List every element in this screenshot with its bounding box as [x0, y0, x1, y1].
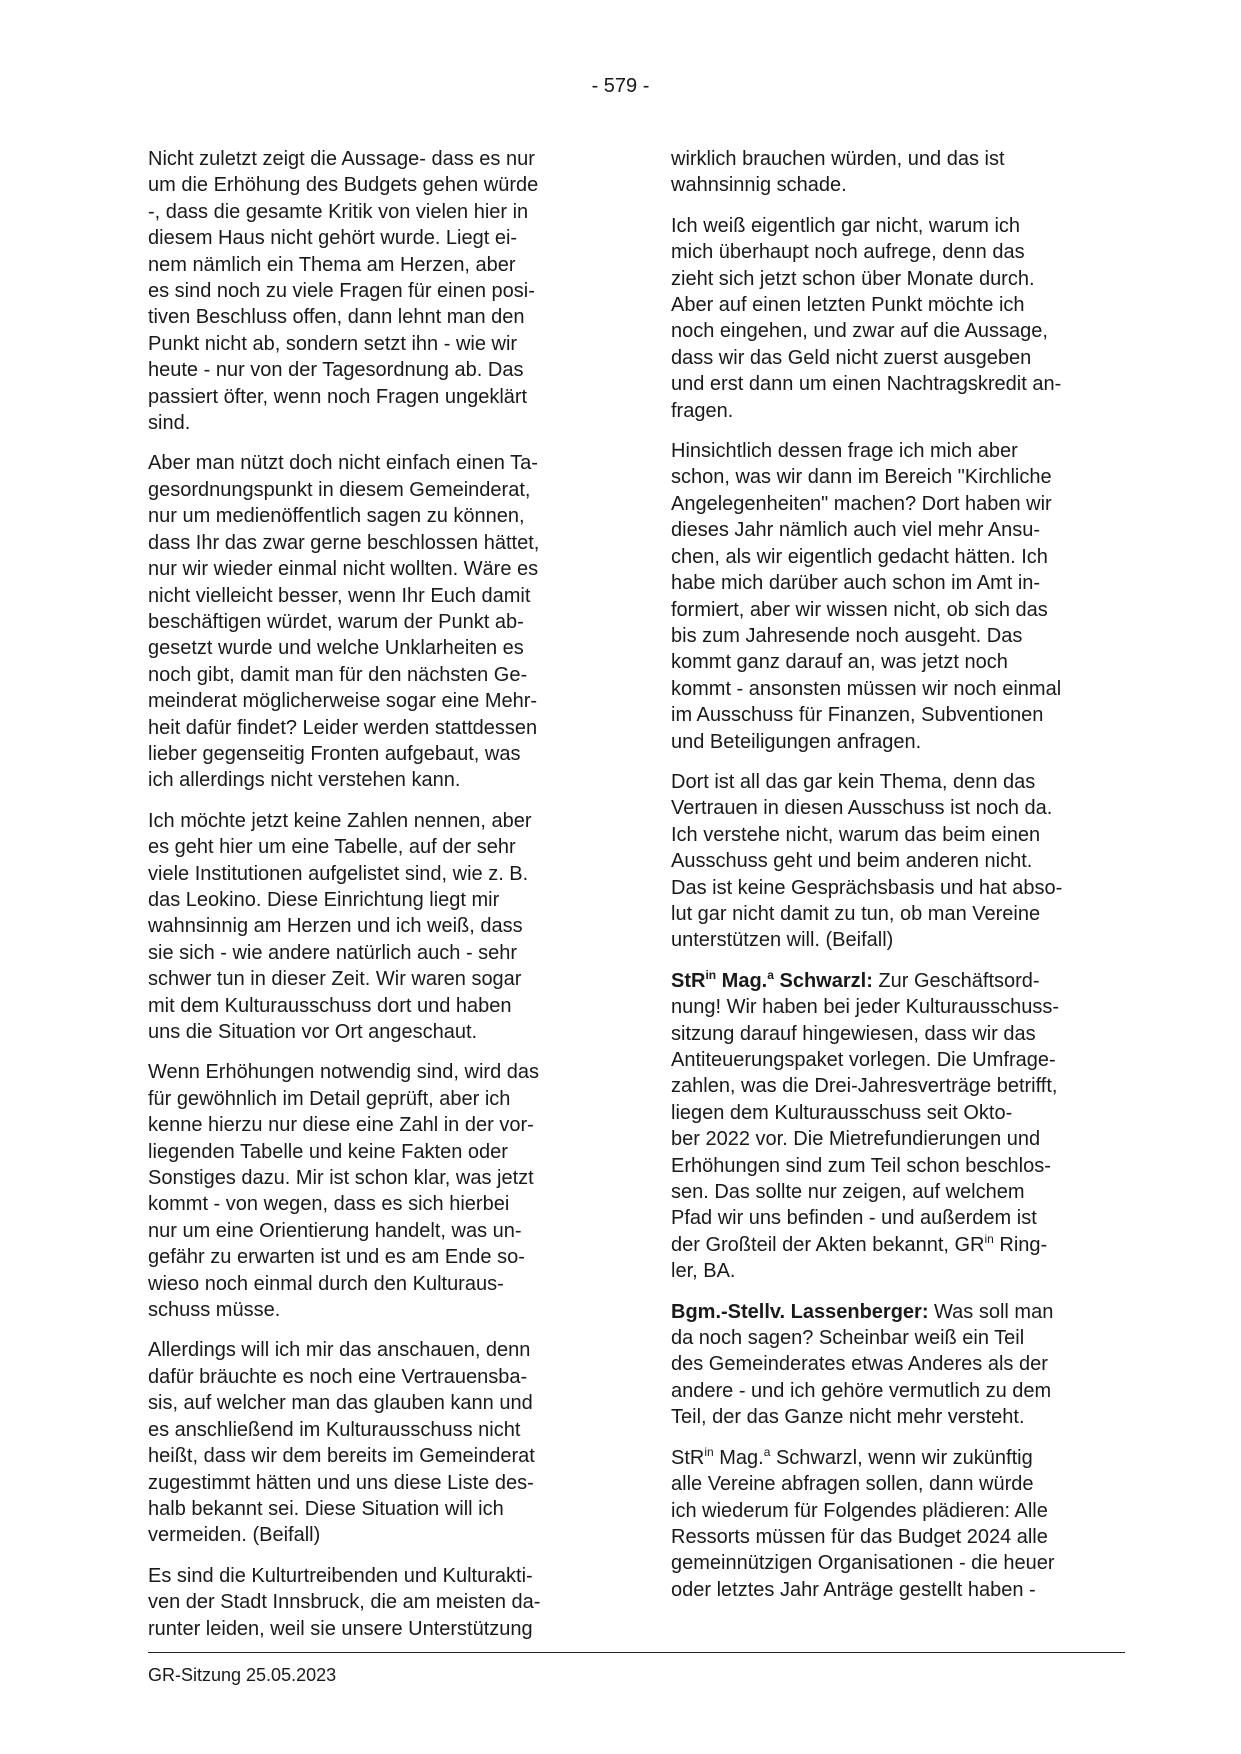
text-line: unterstützen will. (Beifall) [671, 929, 894, 952]
text-line: nicht vielleicht besser, wenn Ihr Euch damit [148, 584, 531, 607]
text-line: oder letztes Jahr Anträge gestellt haben - [671, 1578, 1036, 1601]
text-line: Dort ist all das gar kein Thema, denn das [671, 770, 1036, 793]
text-line: zahlen, was die Drei-Jahresverträge betrifft, [671, 1075, 1058, 1098]
text-line: heißt, dass wir dem bereits im Gemeinderat [148, 1445, 535, 1468]
text-line: bis zum Jahresende noch ausgeht. Das [671, 624, 1023, 647]
text-line: wahnsinnig schade. [671, 174, 847, 197]
text-line: zugestimmt hätten und uns diese Liste des- [148, 1471, 534, 1494]
text-line: mit dem Kulturausschuss dort und haben [148, 994, 512, 1017]
speech-schwarzl: StR$^{in}$ Mag.$^a$ Schwarzl: Zur Geschäftsord- nung! Wir haben bei jeder Kulturausschuss- sitzung darauf hingewiesen, dass wir das Antiteuerungspaket vorlegen. Die Umfrage- zahlen, was die Drei-Jahresverträge betrifft, liegen dem Kulturausschuss seit Okto- ber 2022 vor. Die Mietrefundierungen und Erhöhungen sind zum Teil schon beschlos- sen. Das sollte nur zeigen, auf welchem Pfad wir uns befinden - und außerdem ist der Großteil der Akten bekannt, $GR^{in}$ Ring- ler, BA. [671, 968, 1124, 1285]
paragraph [671, 146, 1124, 199]
paragraph [148, 1059, 595, 1323]
text-line: des Gemeinderates etwas Anderes als der [671, 1353, 1048, 1376]
text-line: und Beteiligungen anfragen. [671, 730, 922, 753]
text-line: andere - und ich gehöre vermutlich zu dem [671, 1379, 1052, 1402]
text-line: sis, auf welcher man das glauben kann und [148, 1392, 533, 1415]
text-line: -, dass die gesamte Kritik von vielen hier in [148, 200, 529, 223]
text-line: wahnsinnig am Herzen und ich weiß, dass [148, 915, 523, 938]
text-line: diesem Haus nicht gehört wurde. Liegt ei- [148, 227, 518, 250]
text-line: beschäftigen würdet, warum der Punkt ab- [148, 610, 524, 633]
footer-session-date: GR-Sitzung 25.05.2023 [148, 1665, 337, 1685]
text-line: dass wir das Geld nicht zuerst ausgeben [671, 346, 1032, 369]
paragraph: StR$^{in}$ Mag.$^a$ Schwarzl, wenn wir zukünftig alle Vereine abfragen sollen, dann würde ich wiederum für Folgendes plädieren: Alle Ressorts müssen für das Budget 2024 alle gemeinnützigen Organisationen - die heuer oder letztes Jahr Anträge gestellt haben - [671, 1445, 1124, 1603]
text-line: Antiteuerungspaket vorlegen. Die Umfrage- [671, 1049, 1056, 1071]
text-line: Vertrauen in diesen Ausschuss ist noch da. [671, 797, 1053, 820]
text-line: Wenn Erhöhungen notwendig sind, wird das [148, 1061, 539, 1084]
text-line: sen. Das sollte nur zeigen, auf welchem [671, 1181, 1025, 1204]
text-line: liegen dem Kulturausschuss seit Okto- [671, 1101, 1013, 1124]
text-line: Pfad wir uns befinden - und außerdem ist [671, 1207, 1037, 1230]
text-line: chen, als wir eigentlich gedacht hätten. Ich [671, 545, 1048, 568]
text-line: ich allerdings nicht verstehen kann. [148, 769, 461, 792]
text-line: es sind noch zu viele Fragen für einen posi- [148, 280, 535, 303]
text-line: ich wiederum für Folgendes plädieren: Alle [671, 1499, 1048, 1522]
text-line: ber 2022 vor. Die Mietrefundierungen und [671, 1128, 1041, 1151]
text-line: kommt - ansonsten müssen wir noch einmal [671, 677, 1062, 700]
paragraph [148, 146, 595, 436]
text-line: und erst dann um einen Nachtragskredit an- [671, 373, 1062, 396]
text-line: Punkt nicht ab, sondern setzt ihn - wie wir [148, 332, 518, 355]
text-line: Ressorts müssen für das Budget 2024 alle [671, 1525, 1048, 1548]
text-line: formiert, aber wir wissen nicht, ob sich das [671, 598, 1048, 621]
text-line: zieht sich jetzt schon über Monate durch. [671, 267, 1035, 290]
text-line: fragen. [671, 399, 734, 422]
text-line: Ausschuss geht und beim anderen nicht. [671, 850, 1033, 873]
text-line: lieber gegenseitig Fronten aufgebaut, was [148, 742, 521, 765]
text-line: lut gar nicht damit zu tun, ob man Vereine [671, 902, 1041, 925]
text-line: es geht hier um eine Tabelle, auf der sehr [148, 836, 516, 859]
text-line: tiven Beschluss offen, dann lehnt man den [148, 306, 525, 329]
text-line: wirklich brauchen würden, und das ist [671, 148, 1005, 170]
text-line: dieses Jahr nämlich auch viel mehr Ansu- [671, 519, 1041, 542]
text-line: liegenden Tabelle und keine Fakten oder [148, 1140, 508, 1163]
text-line: passiert öfter, wenn noch Fragen ungeklärt [148, 385, 528, 408]
text-line: sitzung darauf hingewiesen, dass wir das [671, 1022, 1036, 1045]
text-line: alle Vereine abfragen sollen, dann würde [671, 1473, 1034, 1496]
text-line: Es sind die Kulturtreibenden und Kulturakti- [148, 1564, 533, 1587]
text-line: sie sich - wie andere natürlich auch - sehr [148, 941, 518, 964]
paragraph [148, 1563, 595, 1642]
text-line: schuss müsse. [148, 1299, 281, 1322]
page-number: - 579 - [591, 75, 650, 97]
text-line: schon, was wir dann im Bereich "Kirchliche [671, 466, 1052, 489]
paragraph [671, 438, 1124, 755]
text-line: heute - nur von der Tagesordnung ab. Das [148, 359, 524, 382]
text-line: Ich verstehe nicht, warum das beim einen [671, 823, 1041, 846]
text-line: Ich weiß eigentlich gar nicht, warum ich [671, 214, 1021, 237]
speech-lassenberger: Bgm.-Stellv. Lassenberger: Was soll man da noch sagen? Scheinbar weiß ein Teil des Gemeinderates etwas Anderes als der andere - und ich gehöre vermutlich zu dem Teil, der das Ganze nicht mehr versteht. [671, 1299, 1124, 1431]
text-line: gemeinnützigen Organisationen - die heuer [671, 1552, 1055, 1575]
text-line: für gewöhnlich im Detail geprüft, aber ich [148, 1087, 511, 1110]
text-line: Sonstiges dazu. Mir ist schon klar, was jetzt [148, 1167, 534, 1190]
text-line: nur um eine Orientierung handelt, was un- [148, 1219, 522, 1242]
paragraph [671, 769, 1124, 954]
text-line: heit dafür findet? Leider werden stattdessen [148, 716, 538, 739]
text-line: nung! Wir haben bei jeder Kulturausschuss- [671, 996, 1059, 1019]
text-line: Angelegenheiten" machen? Dort haben wir [671, 492, 1052, 515]
text-line: gefähr zu erwarten ist und es am Ende so- [148, 1246, 525, 1269]
footer-divider [148, 1652, 1125, 1653]
text-line: schwer tun in dieser Zeit. Wir waren sogar [148, 968, 522, 991]
text-line: das Leokino. Diese Einrichtung liegt mir [148, 888, 500, 911]
left-column [148, 146, 595, 1656]
text-line: nur um medienöffentlich sagen zu können, [148, 505, 525, 528]
text-line: dafür bräuchte es noch eine Vertrauensba- [148, 1365, 528, 1388]
text-line: Hinsichtlich dessen frage ich mich aber [671, 440, 1018, 463]
text-line: vermeiden. (Beifall) [148, 1524, 321, 1547]
text-line: meinderat möglicherweise sogar eine Mehr- [148, 690, 538, 713]
text-line: um die Erhöhung des Budgets gehen würde [148, 174, 539, 197]
text-line: Teil, der das Ganze nicht mehr versteht. [671, 1406, 1025, 1429]
text-line: mich überhaupt noch aufrege, denn das [671, 241, 1025, 264]
text-line: uns die Situation vor Ort angeschaut. [148, 1021, 478, 1043]
text-line: dass Ihr das zwar gerne beschlossen hättet, [148, 531, 540, 554]
text-line: im Ausschuss für Finanzen, Subventionen [671, 704, 1044, 727]
text-line: noch gibt, damit man für den nächsten Ge- [148, 663, 528, 686]
text-line: viele Institutionen aufgelistet sind, wie z. B. [148, 862, 529, 885]
text-line: kommt ganz darauf an, was jetzt noch [671, 651, 1008, 674]
speaker-name: StR$^{in}$ Mag.$^a$ Schwarzl: [671, 967, 873, 992]
paragraph [148, 808, 595, 1046]
text-line: halb bekannt sei. Diese Situation will ich [148, 1497, 504, 1520]
text-line: gesetzt wurde und welche Unklarheiten es [148, 637, 524, 660]
text-line: ven der Stadt Innsbruck, die am meisten da- [148, 1591, 541, 1614]
text-line: gesordnungspunkt in diesem Gemeinderat, [148, 478, 531, 501]
speaker-name: Bgm.-Stellv. Lassenberger: [671, 1300, 929, 1323]
text-line: runter leiden, weil sie unsere Unterstützung [148, 1617, 533, 1640]
text-line: kenne hierzu nur diese eine Zahl in der vor- [148, 1114, 534, 1137]
text-line: Erhöhungen sind zum Teil schon beschlos- [671, 1154, 1051, 1177]
text-line: da noch sagen? Scheinbar weiß ein Teil [671, 1327, 1025, 1350]
text-line: Allerdings will ich mir das anschauen, denn [148, 1339, 531, 1362]
text-line: Nicht zuletzt zeigt die Aussage- dass es nur [148, 148, 535, 170]
text-line: wieso noch einmal durch den Kulturaus- [148, 1272, 504, 1295]
right-column [671, 146, 1124, 1617]
text-line: Ich möchte jetzt keine Zahlen nennen, aber [148, 809, 532, 832]
text-line: nem nämlich ein Thema am Herzen, aber [148, 253, 516, 276]
text-line: es anschließend im Kulturausschuss nicht [148, 1418, 521, 1441]
text-line: noch eingehen, und zwar auf die Aussage, [671, 320, 1048, 343]
paragraph [148, 1337, 595, 1548]
text-line: nur wir wieder einmal nicht wollten. Wäre es [148, 558, 539, 581]
text-line: Das ist keine Gesprächsbasis und hat abso- [671, 876, 1063, 899]
paragraph [148, 450, 595, 793]
text-line: habe mich darüber auch schon im Amt in- [671, 572, 1041, 595]
text-line: sind. [148, 412, 191, 435]
text-line: Aber man nützt doch nicht einfach einen Ta- [148, 452, 538, 475]
paragraph [671, 213, 1124, 424]
text-line: kommt - von wegen, dass es sich hierbei [148, 1193, 510, 1216]
text-line: Aber auf einen letzten Punkt möchte ich [671, 294, 1025, 317]
